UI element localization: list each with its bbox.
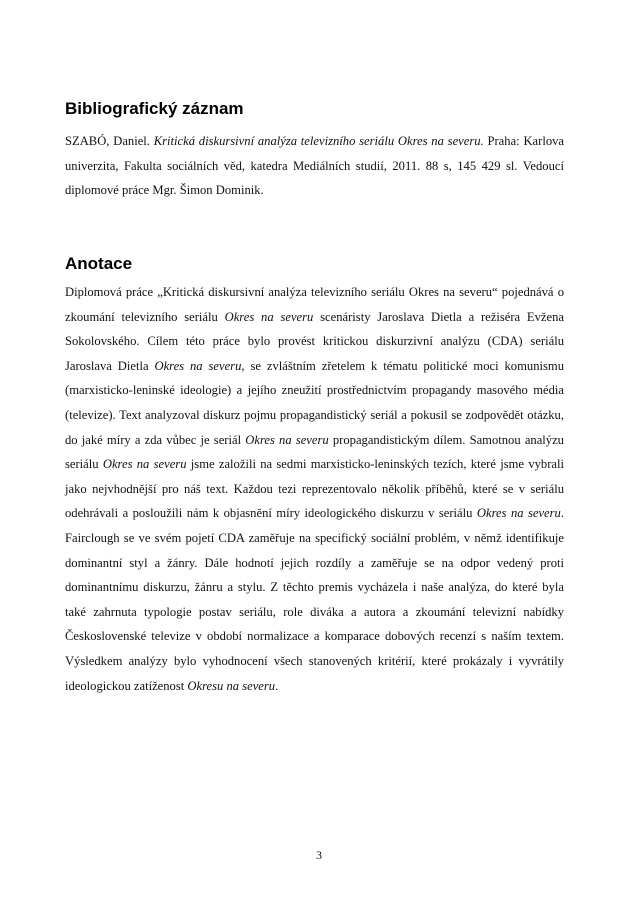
annotation-text-segment: jsme založili na sedmi marxisticko-leninských tezích, které jsme vybrali jako nejvhodnější pro náš text. Každou tezi reprezentovalo několik příběhů, které se v seriálu odehrávali a posloužili nám k objasnění míry ideologického diskurzu v seriálu (65, 457, 564, 521)
annotation-text-segment: . (275, 678, 279, 693)
bibliography-details: Praha: Karlova univerzita, Fakulta sociálních věd, katedra Mediálních studií, 2011. 88 s, 145 429 sl. Vedoucí diplomové práce Mgr. Šimon Dominik. (65, 134, 565, 198)
annotation-text-segment: , se zvláštním zřetelem k tématu politické moci komunismu (marxisticko-leninské ideologie) a jejího zneužití prostřednictvím propagandy masového média (televize). Text analyzoval diskurz pojmu propagandistický seriál a pokusil se zodpovědět otázku, do jaké míry a zda vůbec je seriál (65, 358, 564, 447)
annotation-text (65, 280, 564, 698)
annotation-text-segment: Diplomová práce „Kritická diskursivní analýza televizního seriálu Okres na severu“ pojednává o zkoumání televizního seriálu (65, 285, 564, 324)
series-title: Okres na severu (224, 309, 314, 324)
page-number: 3 (316, 848, 322, 862)
annotation-text-segment: . Fairclough se ve svém pojetí CDA zaměřuje na specifický sociální problém, v němž identifikuje dominantní styl a žánry. Dále hodnotí jejich rozdíly a zaměřuje se na odpor vedený proti dominantnímu diskurzu, žánru a stylu. Z těchto premis vycházela i naše analýza, do které byla také zahrnuta typologie postav seriálu, role diváka a autora a zkoumání televizní nabídky Československé televize v období normalizace a komparace dobových recenzí s naším textem. Výsledkem analýzy bylo vyhodnocení všech stanovených kritérií, které prokázaly i vyvrátily ideologickou zatíženost (65, 506, 565, 693)
series-title: Okres na severu (154, 358, 242, 373)
bibliography-author: SZABÓ, Daniel. (65, 134, 154, 148)
annotation-heading: Anotace (65, 254, 133, 273)
annotation-text-segment: propagandistickým dílem. Samotnou analýzu seriálu (65, 432, 564, 472)
series-title: Okres na severu (102, 457, 187, 472)
series-title: Okres na severu (245, 432, 329, 447)
annotation-text-segment: scenáristy Jaroslava Dietla a režiséra Evžena Sokolovského. Cílem této práce bylo provést kritickou diskurzivní analýzu (CDA) seriálu Jaroslava Dietla (65, 309, 564, 373)
series-title: Okresu na severu (187, 678, 276, 693)
bibliography-title: Kritická diskursivní analýza televizního seriálu Okres na severu. (153, 134, 484, 148)
series-title: Okres na severu (476, 506, 561, 521)
bibliography-record (65, 129, 564, 203)
bibliography-heading: Bibliografický záznam (65, 99, 244, 118)
